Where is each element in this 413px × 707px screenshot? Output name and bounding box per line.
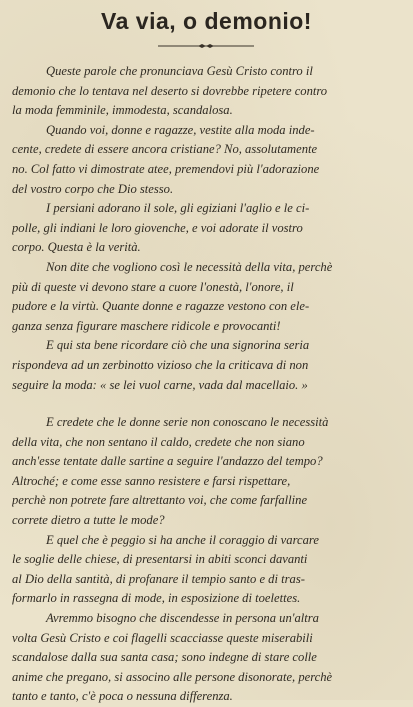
text-line: le soglie delle chiese, di presentarsi in abiti sconci davanti <box>12 552 308 567</box>
text-line: Avremmo bisogno che discendesse in persona un'altra <box>46 610 319 625</box>
text-line: cente, credete di essere ancora cristiane? No, assolutamente <box>12 142 318 157</box>
text-line: no. Col fatto vi dimostrate atee, premendovi più l'adorazione <box>12 161 320 176</box>
text-line: rispondeva ad un zerbinotto vizioso che la criticava di non <box>12 357 309 372</box>
text-line: I persiani adorano il sole, gli egiziani l'aglio e le ci- <box>46 201 310 216</box>
paragraph <box>0 609 413 707</box>
text-line: E credete che le donne serie non conoscano le necessità <box>46 415 329 429</box>
text-line: anch'esse tentate dalle sartine a seguire l'andazzo del tempo? <box>12 454 323 469</box>
paragraph <box>0 531 413 609</box>
page-title: Va via, o demonio! <box>101 8 312 34</box>
text-line: pudore e la virtù. Quante donne e ragazze vestono con ele- <box>12 299 310 314</box>
text-line: Queste parole che pronunciava Gesù Cristo contro il <box>46 64 313 78</box>
text-line: scandalose dalla sua santa casa; sono indegne di stare colle <box>12 650 317 665</box>
text-line: formarlo in rassegna di mode, in esposizione di toelettes. <box>12 591 301 606</box>
text-line: Quando voi, donne e ragazze, vestite alla moda inde- <box>46 122 315 137</box>
text-line: della vita, che non sentano il caldo, credete che non siano <box>12 434 305 449</box>
text-line: volta Gesù Cristo e coi flagelli scacciasse queste miserabili <box>12 630 313 645</box>
text-line: anime che pregano, si associno alle persone disonorate, perchè <box>12 669 333 684</box>
text-line: del vostro corpo che Dio stesso. <box>12 181 174 196</box>
text-line: seguire la moda: « se lei vuol carne, vada dal macellaio. » <box>12 377 308 392</box>
paragraph <box>0 62 413 121</box>
text-line: Altroché; e come esse sanno resistere e farsi rispettare, <box>12 473 291 488</box>
text-line: tanto e tanto, c'è poca o nessuna differenza. <box>12 689 233 704</box>
text-line: Non dite che vogliono così le necessità della vita, perchè <box>46 259 333 274</box>
section-two <box>0 413 413 707</box>
paragraph <box>0 121 413 199</box>
text-line: correte dietro a tutte le mode? <box>12 512 165 527</box>
text-line: corpo. Questa è la verità. <box>12 240 141 255</box>
ornament-rule-icon <box>158 43 254 49</box>
text-line: più di queste vi devono stare a cuore l'onestà, l'onore, il <box>12 279 294 294</box>
paragraph <box>0 258 413 336</box>
text-line: ganza senza figurare maschere ridicole e provocanti! <box>12 318 281 333</box>
text-line: demonio che lo tentava nel deserto si dovrebbe ripetere contro <box>12 83 328 98</box>
text-line: polle, gli indiani le loro giovenche, e voi adorate il vostro <box>12 220 303 235</box>
text-line: la moda femminile, immodesta, scandalosa. <box>12 103 233 118</box>
text-line: E quel che è peggio si ha anche il coraggio di varcare <box>46 532 319 547</box>
paragraph <box>0 199 413 258</box>
text-line: E qui sta bene ricordare ciò che una signorina seria <box>46 338 310 353</box>
paragraph <box>0 413 413 531</box>
text-line: perchè non potrete fare altrettanto voi, che come farfalline <box>12 493 308 508</box>
paragraph <box>0 336 413 395</box>
text-line: al Dio della santità, di profanare il tempio santo e di tras- <box>12 571 305 586</box>
section-one <box>0 62 413 395</box>
